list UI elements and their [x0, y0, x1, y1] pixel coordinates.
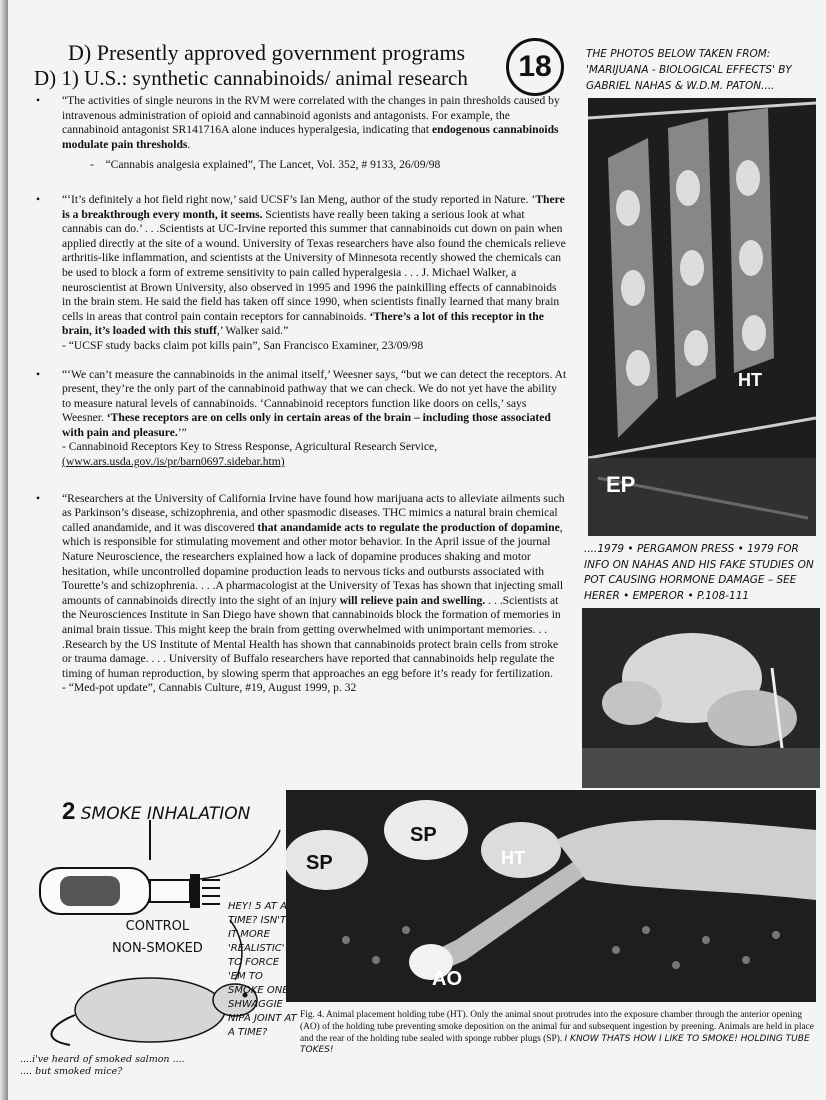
- control-label-line1: CONTROL: [125, 919, 190, 934]
- paragraph-source: - “UCSF study backs claim pot kills pain”, San Francisco Examiner, 23/09/98: [62, 338, 424, 352]
- photo-label-ao: AO: [432, 968, 462, 990]
- text-run: “‘We can’t measure the cannabinoids in the animal itself,’ Weesner says, “but we can detect the receptors. At present, they’re the only part of the cannabinoid pathway that we can check. We do not yet have the ability to measure natural levels of cannabinoids. ‘Cannabinoid receptors function like doors on cells,’ says Weesner.: [62, 367, 567, 425]
- paragraph-source: - “Med-pot update”, Cannabis Culture, #19, August 1999, p. 32: [62, 681, 357, 695]
- bold-run: ‘There’s a lot of this receptor in the brain, it’s loaded with this stuff: [62, 309, 544, 338]
- article-body: [36, 94, 568, 696]
- paragraph-1: [36, 94, 568, 173]
- source-text: “Cannabis analgesia explained”, The Lancet, Vol. 352, # 9133, 26/09/98: [105, 158, 441, 172]
- text-run: ’”: [177, 425, 187, 439]
- smoked-mice-line1: ....i've heard of smoked salmon ....: [20, 1054, 185, 1065]
- bold-run: endogenous cannabinoids modulate pain thresholds: [62, 123, 559, 151]
- hey-handwritten-note: HEY! 5 AT A TIME? ISN'T IT MORE 'REALISTIC' TO FORCE 'EM TO SMOKE ONE SHWAGGIE NIPA JOINT AT A TIME?: [228, 901, 297, 1038]
- bullet: •: [36, 192, 41, 206]
- text-run: “Researchers at the University of California Irvine have found how marijuana acts to alleviate ailments such as Parkinson’s disease, schizophrenia, and other spasmodic diseases. THC mimics a natural brain chemical called anandamide, and it was discovered: [62, 491, 565, 534]
- section-number: 2: [62, 798, 76, 825]
- photo-label-ht: HT: [738, 370, 762, 390]
- paragraph-4: [36, 492, 568, 696]
- caption-handwritten: I KNOW THATS HOW I LIKE TO SMOKE! HOLDING TUBE TOKES!: [300, 1033, 810, 1056]
- text-run: , which is responsible for stimulating movement and other motor behavior. In the April issue of the journal Nature Neuroscience, the researchers explained how a lack of dopamine produces shaking and motor hesitation, while uncontrolled dopamine production leads to nervous ticks and outbursts associated with Tourette’s and schizophrenia. . . .A pharmacologist at the University of Texas has shown that injecting small amounts of cannabinoids directly into the sight of an injury: [62, 520, 564, 607]
- source-link[interactable]: (www.ars.usda.gov./is/pr/barn0697.sidebar.htm): [62, 455, 285, 469]
- paragraph-text: [62, 193, 568, 339]
- bullet: •: [36, 367, 41, 381]
- photo-holding-tube-drawing: [286, 790, 816, 1002]
- paragraph-text: [62, 94, 568, 152]
- text-run: . . .Scientists at the Neurosciences Institute in San Diego have shown that cannabinoids block the formation of memories in animal brain tissue. This might keep the brain from getting overwhelmed with unimportant memories. . . .Research by the US Institute of Mental Health has shown that cannabinoids protect brain cells from stroke or trauma damage. . . . University of Buffalo researchers have reported that cannabinoids help regulate the timing of human reproduction, by slowing sperm that approaches an egg before it’s ready for fertilization.: [62, 593, 561, 680]
- bullet: •: [36, 491, 41, 505]
- text-run: “‘It’s definitely a hot field right now,’ said UCSF’s Ian Meng, author of the study reported in Nature. ‘: [62, 192, 536, 206]
- heading-line-2: D) 1) U.S.: synthetic cannabinoids/ animal research: [34, 66, 468, 90]
- photo-handling-animal: [582, 608, 820, 788]
- photo-holding-tube: [286, 790, 816, 1002]
- control-label: [112, 916, 203, 960]
- text-run: “The activities of single neurons in the RVM were correlated with the changes in pain thresholds caused by intravenous administration of opioid and cannabinoid agonists and antagonists. For example, the cannabinoid antagonist SR141716A alone induces hyperalgesia, indicating that: [62, 94, 560, 137]
- paragraph-2: [36, 193, 568, 354]
- text-run: Scientists have really been taking a serious look at what cannabis can do.’ . . .Scientists at UC-Irvine reported this summer that cannabinoids cut down on pain when applied directly at the site of a wound. University of Texas researchers have also found the chemicals relieve arthritis-like inflammation, and scientists at the University of Minnesota recently showed the chemicals can be used to block a form of extreme sensitivity to pain called hyperalgesia . . . J. Michael Walker, a neuroscientist at Brown University, also observed in 1995 and 1996 the painkilling effects of cannabinoids in the brain stem. He said the field has taken off since 1990, when scientists finally learned that many brain cells in areas that control pain contain receptors for cannabinoids.: [62, 207, 566, 323]
- photo-label-sp-center: SP: [410, 824, 437, 846]
- section-title: SMOKE INHALATION: [80, 804, 251, 824]
- caption-text: Fig. 4. Animal placement holding tube (HT). Only the animal snout protrudes into the exposure chamber through the anterior opening (AO) of the holding tube preventing smoke deposition on the animal fur and subsequent ingestion by preening. Animals are held in place and the rear of the holding tube sealed with sponge rubber plugs (SP).: [300, 1010, 814, 1044]
- mid-handwritten-note: ....1979 • PERGAMON PRESS • 1979 FOR INFO ON NAHAS AND HIS FAKE STUDIES ON POT CAUSING HORMONE DAMAGE – SEE HERER • EMPEROR • P.108-111: [584, 543, 814, 602]
- paragraph-source: [62, 158, 568, 173]
- bold-run: will relieve pain and swelling.: [339, 593, 486, 607]
- paragraph-source: - Cannabinoid Receptors Key to Stress Response, Agricultural Research Service,: [62, 440, 438, 454]
- paragraph-text: [62, 492, 568, 682]
- paragraph-text: [62, 368, 568, 441]
- page-number-badge: 18: [506, 38, 564, 96]
- bold-run: ‘These receptors are on cells only in certain areas of the brain – including those associated with pain and pleasure.: [62, 411, 551, 439]
- bold-run: There is a breakthrough every month, it seems.: [62, 192, 565, 221]
- figure-caption: [300, 1010, 816, 1057]
- control-label-line2: NON-SMOKED: [112, 941, 203, 956]
- smoked-mice-line2: .... but smoked mice?: [20, 1066, 123, 1077]
- bullet: •: [36, 94, 41, 107]
- bold-run: that anandamide acts to regulate the production of dopamine: [257, 520, 560, 534]
- photo-handling-animal-drawing: [582, 608, 820, 788]
- photo-label-ht: HT: [501, 848, 525, 868]
- heading-line-1: D) Presently approved government programs: [68, 40, 466, 65]
- top-handwritten-note: THE PHOTOS BELOW TAKEN FROM: 'MARIJUANA - BIOLOGICAL EFFECTS' BY GABRIEL NAHAS & W.D.M. PATON....: [586, 48, 792, 92]
- page-edge-shadow: [0, 0, 8, 1100]
- text-run: ,’ Walker said.”: [216, 324, 289, 338]
- smoked-mice-note: [20, 1054, 280, 1078]
- photo-label-ep: EP: [606, 472, 636, 497]
- source-dash: -: [90, 158, 94, 172]
- photo-label-sp-left: SP: [306, 852, 333, 874]
- photo-exposure-rack-drawing: [588, 98, 816, 536]
- text-run: .: [187, 137, 191, 151]
- paragraph-3: [36, 368, 568, 470]
- photo-exposure-rack: [588, 98, 816, 536]
